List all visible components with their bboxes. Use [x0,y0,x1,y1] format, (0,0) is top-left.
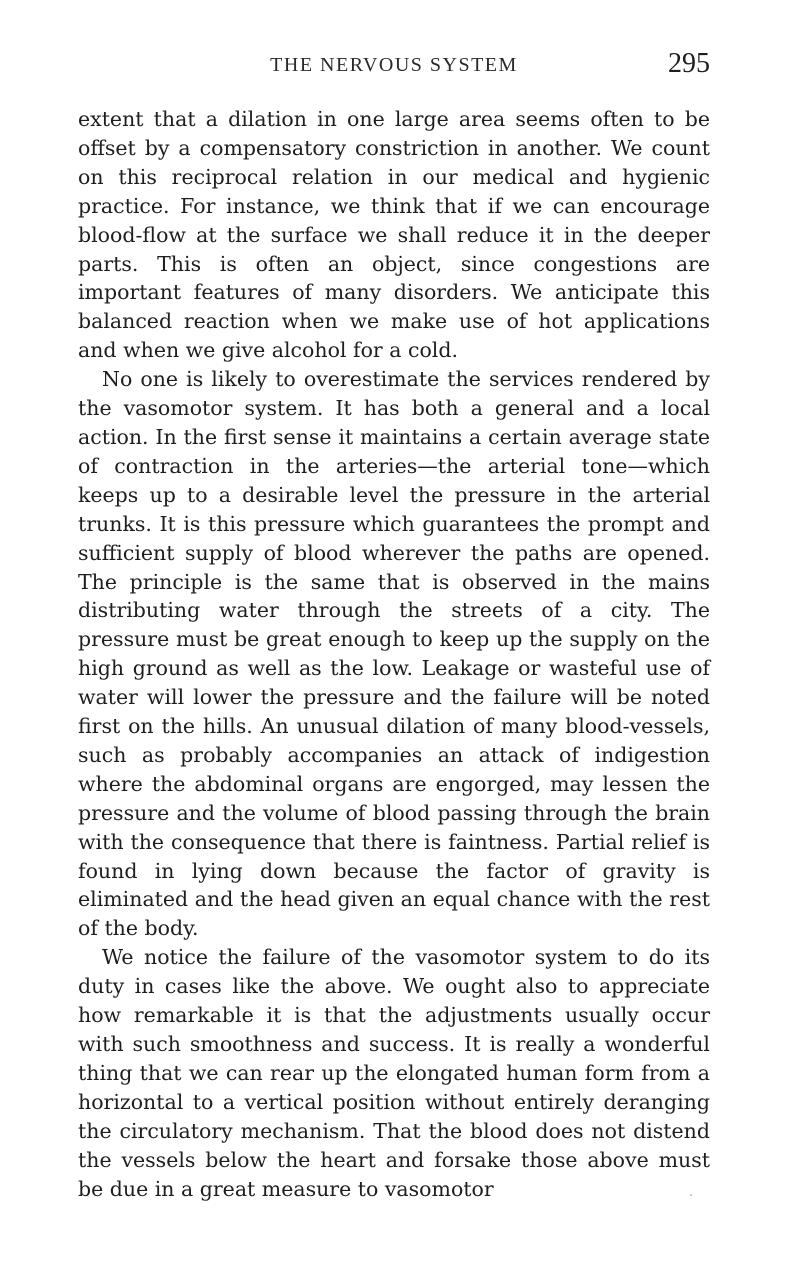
page-number: 295 [668,48,710,79]
paragraph-3: We notice the failure of the vasomotor system to do its duty in cases like the above. We ought also to appreciate how remarkable it is that the adjustments usually occur with such smoothness and success. It is really a wonderful thing that we can rear up the elongated human form from a horizontal to a vertical position without entirely deranging the circulatory mechanism. That the blood does not distend the vessels below the heart and forsake those above must be due in a great measure to vasomotor [78,945,710,1201]
body-text [78,105,710,1203]
running-title: THE NERVOUS SYSTEM [270,54,518,76]
paragraph-1: extent that a dilation in one large area seems often to be offset by a compensatory constriction in another. We count on this reciprocal relation in our medical and hygienic practice. For instance, we think that if we can encourage blood-flow at the surface we shall reduce it in the deeper parts. This is often an object, since congestions are important features of many disorders. We anticipate this balanced reaction when we make use of hot applications and when we give alcohol for a cold. [78,107,710,363]
running-head [78,48,710,84]
print-speck [690,1194,692,1196]
paragraph-2: No one is likely to overestimate the services rendered by the vasomotor system. It has both a general and a local action. In the first sense it maintains a certain average state of contraction in the arteries—the arterial tone—which keeps up to a desirable level the pressure in the arterial trunks. It is this pressure which guarantees the prompt and sufficient supply of blood wherever the paths are opened. The principle is the same that is observed in the mains distributing water through the streets of a city. The pressure must be great enough to keep up the supply on the high ground as well as the low. Leakage or wasteful use of water will lower the pressure and the failure will be noted first on the hills. An unusual dilation of many blood-vessels, such as probably accompanies an attack of indigestion where the abdominal organs are engorged, may lessen the pressure and the volume of blood passing through the brain with the consequence that there is faintness. Partial relief is found in lying down because the factor of gravity is eliminated and the head given an equal chance with the rest of the body. [78,367,710,941]
